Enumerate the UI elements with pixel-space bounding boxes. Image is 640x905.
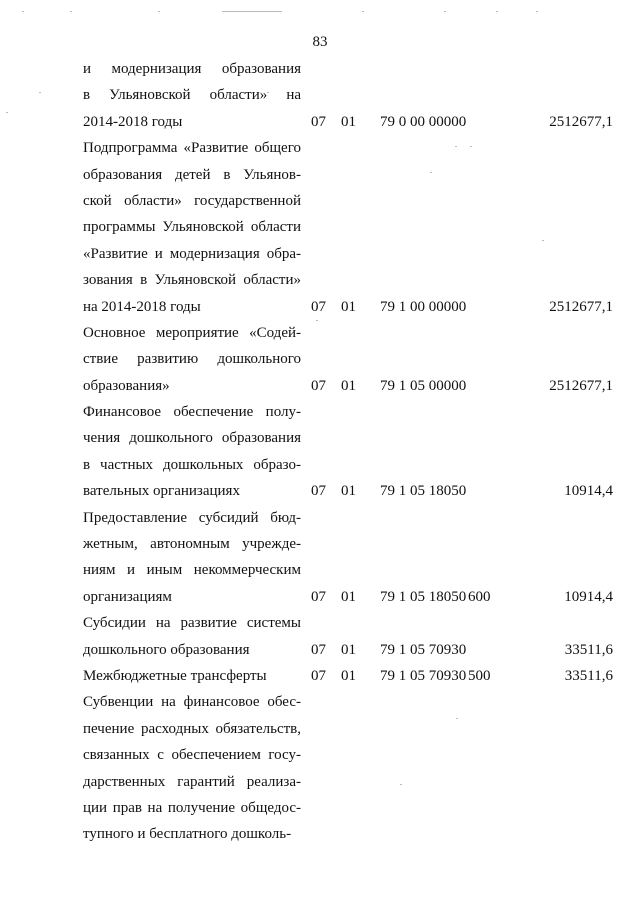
amount-value: 2512677,1 <box>549 113 613 130</box>
item-name-line: на 2014-2018 годы <box>83 298 201 315</box>
item-name-line: образования» <box>83 377 170 394</box>
item-name <box>83 399 301 505</box>
item-name-line: Основное мероприятие «Содей- <box>83 324 301 341</box>
item-name-line: Финансовое обеспечение полу- <box>83 404 301 421</box>
table-row <box>83 320 613 399</box>
item-name-line: образования детей в Ульянов- <box>83 166 301 183</box>
item-name-line: Субвенции на финансовое обес- <box>83 694 301 711</box>
item-name <box>83 610 301 663</box>
item-name <box>83 505 301 611</box>
subsection-code: 01 <box>341 641 356 658</box>
expense-type-code: 600 <box>468 588 491 605</box>
table-row <box>83 689 613 847</box>
amount-value: 2512677,1 <box>549 377 613 394</box>
target-article-code: 79 0 00 00000 <box>380 113 467 130</box>
item-name-line: ствие развитию дошкольного <box>83 351 301 368</box>
page-number: 83 <box>312 34 328 50</box>
item-name <box>83 135 301 320</box>
budget-table <box>83 56 613 848</box>
item-name-line: ской области» государственной <box>83 192 301 209</box>
item-name-line: в частных дошкольных образо- <box>83 456 301 473</box>
item-name-line: в Ульяновской области» на <box>83 87 301 104</box>
expense-type-code: 500 <box>468 667 491 684</box>
section-code: 07 <box>311 667 326 684</box>
table-row <box>83 610 613 663</box>
table-row <box>83 135 613 320</box>
target-article-code: 79 1 05 00000 <box>380 377 467 394</box>
section-code: 07 <box>311 641 326 658</box>
table-row <box>83 505 613 611</box>
item-name-line: связанных с обеспечением госу- <box>83 747 301 764</box>
subsection-code: 01 <box>341 588 356 605</box>
item-name <box>83 689 301 847</box>
target-article-code: 79 1 05 18050 <box>380 483 467 500</box>
item-name <box>83 663 301 689</box>
item-name-line: зования в Ульяновской области» <box>83 272 301 289</box>
table-row <box>83 56 613 135</box>
section-code: 07 <box>311 377 326 394</box>
target-article-code: 79 1 05 18050 <box>380 588 467 605</box>
item-name-line: вательных организациях <box>83 483 240 500</box>
item-name-line: «Развитие и модернизация обра- <box>83 245 301 262</box>
item-name-line: печение расходных обязательств, <box>83 720 301 737</box>
item-name-line: Предоставление субсидий бюд- <box>83 509 301 526</box>
target-article-code: 79 1 05 70930 <box>380 667 467 684</box>
section-code: 07 <box>311 298 326 315</box>
amount-value: 10914,4 <box>564 588 613 605</box>
subsection-code: 01 <box>341 298 356 315</box>
item-name-line: организациям <box>83 588 172 605</box>
table-row <box>83 399 613 505</box>
item-name-line: 2014-2018 годы <box>83 113 183 130</box>
item-name-line: программы Ульяновской области <box>83 219 301 236</box>
item-name-line: жетным, автономным учрежде- <box>83 536 301 553</box>
item-name-line: и модернизация образования <box>83 61 301 77</box>
target-article-code: 79 1 05 70930 <box>380 641 467 658</box>
item-name-line: чения дошкольного образования <box>83 430 301 447</box>
item-name <box>83 56 301 135</box>
amount-value: 10914,4 <box>564 483 613 500</box>
subsection-code: 01 <box>341 483 356 500</box>
item-name-line: Подпрограмма «Развитие общего <box>83 140 301 157</box>
item-name-line: тупного и бесплатного дошколь- <box>83 826 292 843</box>
subsection-code: 01 <box>341 667 356 684</box>
target-article-code: 79 1 00 00000 <box>380 298 467 315</box>
item-name <box>83 320 301 399</box>
item-name-line: Субсидии на развитие системы <box>83 615 301 632</box>
section-code: 07 <box>311 113 326 130</box>
item-name-line: Межбюджетные трансферты <box>83 667 267 684</box>
item-name-line: ниям и иным некоммерческим <box>83 562 301 579</box>
subsection-code: 01 <box>341 377 356 394</box>
item-name-line: дошкольного образования <box>83 641 250 658</box>
section-code: 07 <box>311 588 326 605</box>
item-name-line: ции прав на получение общедос- <box>83 799 301 816</box>
section-code: 07 <box>311 483 326 500</box>
table-row <box>83 663 613 689</box>
item-name-line: дарственных гарантий реализа- <box>83 773 301 790</box>
amount-value: 2512677,1 <box>549 298 613 315</box>
amount-value: 33511,6 <box>564 667 613 684</box>
subsection-code: 01 <box>341 113 356 130</box>
amount-value: 33511,6 <box>564 641 613 658</box>
